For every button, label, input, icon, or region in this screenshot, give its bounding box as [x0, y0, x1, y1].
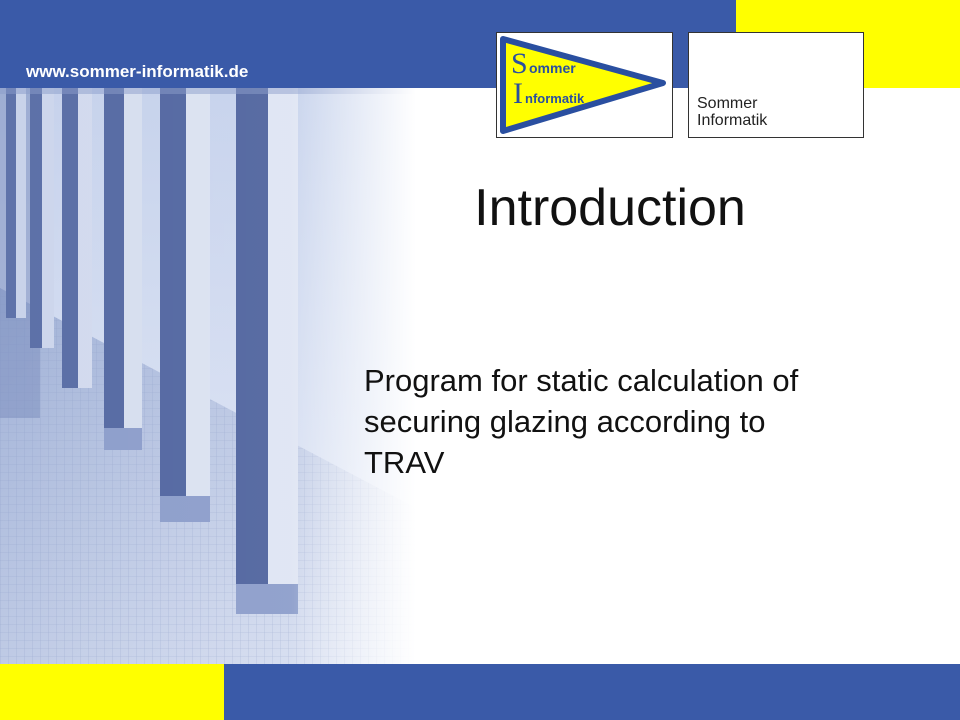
sommer-informatik-pennant-logo [496, 32, 673, 138]
colonnade-photo [0, 88, 416, 664]
bottom-blue-band [224, 664, 960, 720]
slide-title: Introduction [474, 179, 746, 237]
wordmark-line-sommer: Sommer [697, 95, 758, 112]
wordmark-line-informatik: Informatik [697, 112, 768, 129]
pennant-text-ommer: ommer [529, 60, 576, 76]
body-line-3: TRAV [364, 445, 445, 480]
website-url-link[interactable]: www.sommer-informatik.de [26, 62, 249, 81]
pennant-initial-s: S [511, 47, 528, 80]
pennant-text-nformatik: nformatik [525, 91, 585, 106]
body-line-2: securing glazing according to [364, 404, 766, 439]
slide-body [364, 360, 924, 483]
sommer-informatik-wordmark-logo [688, 32, 864, 138]
body-line-1: Program for static calculation of [364, 363, 799, 398]
pennant-initial-i: I [513, 77, 523, 110]
bottom-yellow-band [0, 664, 224, 720]
